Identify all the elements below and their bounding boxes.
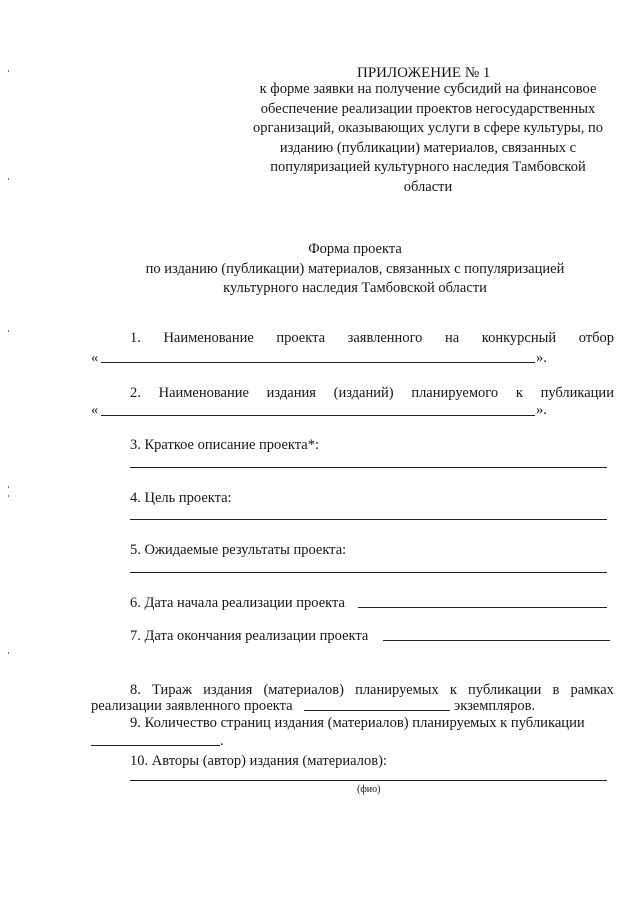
item-2-open-quote: « — [91, 402, 99, 418]
item-9-label: 9. Количество страниц издания (материалов) планируемых к публикации — [130, 715, 585, 731]
scan-speck — [8, 486, 9, 488]
item-10-caption: (фио) — [357, 784, 381, 795]
item-7-answer-line[interactable] — [383, 640, 610, 641]
item-5-answer-line[interactable] — [130, 572, 607, 573]
item-6-label: 6. Дата начала реализации проекта — [130, 595, 345, 611]
item-8-line2-prefix: реализации заявленного проекта — [91, 698, 293, 714]
scan-speck — [8, 652, 9, 654]
subtitle-line: области — [403, 178, 453, 195]
item-8-line2-suffix: экземпляров. — [454, 698, 536, 714]
item-4-label: 4. Цель проекта: — [130, 490, 232, 506]
scan-speck — [8, 70, 9, 72]
scan-speck — [8, 495, 9, 497]
subtitle-line: изданию (публикации) материалов, связанных с — [279, 139, 577, 156]
item-5-label: 5. Ожидаемые результаты проекта: — [130, 542, 347, 558]
item-10-label: 10. Авторы (автор) издания (материалов): — [130, 753, 387, 769]
item-6-answer-line[interactable] — [358, 607, 607, 608]
item-9-pages-line[interactable] — [91, 745, 220, 746]
item-8-copies-line[interactable] — [304, 710, 450, 711]
scan-speck — [8, 330, 9, 332]
subtitle-line: к форме заявки на получение субсидий на финансовое — [259, 81, 597, 97]
item-1-close-quote: ». — [536, 350, 547, 366]
item-2-close-quote: ». — [536, 402, 547, 418]
form-title-line: культурного наследия Тамбовской области — [223, 280, 487, 296]
subtitle-line: организаций, оказывающих услуги в сфере культуры, по — [253, 120, 603, 136]
item-3-answer-line[interactable] — [130, 467, 607, 468]
appendix-subtitle — [232, 80, 624, 197]
item-10-answer-line[interactable] — [130, 780, 607, 781]
item-9-period: . — [220, 733, 224, 749]
item-1-open-quote: « — [91, 350, 99, 366]
subtitle-line: обеспечение реализации проектов негосударственных — [260, 100, 596, 117]
item-2-answer-line[interactable] — [101, 415, 535, 416]
form-title-line: Форма проекта — [308, 241, 402, 257]
item-7-label: 7. Дата окончания реализации проекта — [130, 628, 369, 644]
item-1-label: 1. Наименование проекта заявленного на конкурсный отбор — [130, 330, 614, 346]
scan-speck — [8, 178, 9, 180]
appendix-title: ПРИЛОЖЕНИЕ № 1 — [357, 65, 491, 81]
form-title — [100, 240, 610, 299]
item-2-label: 2. Наименование издания (изданий) планируемого к публикации — [130, 385, 614, 401]
subtitle-line: популяризацией культурного наследия Тамбовской — [270, 159, 586, 175]
form-title-line: по изданию (публикации) материалов, связанных с популяризацией — [145, 260, 565, 277]
item-8-label: 8. Тираж издания (материалов) планируемых к публикации в рамках — [130, 682, 614, 698]
item-1-answer-line[interactable] — [101, 362, 535, 363]
item-4-answer-line[interactable] — [130, 519, 607, 520]
item-3-label: 3. Краткое описание проекта*: — [130, 437, 319, 453]
